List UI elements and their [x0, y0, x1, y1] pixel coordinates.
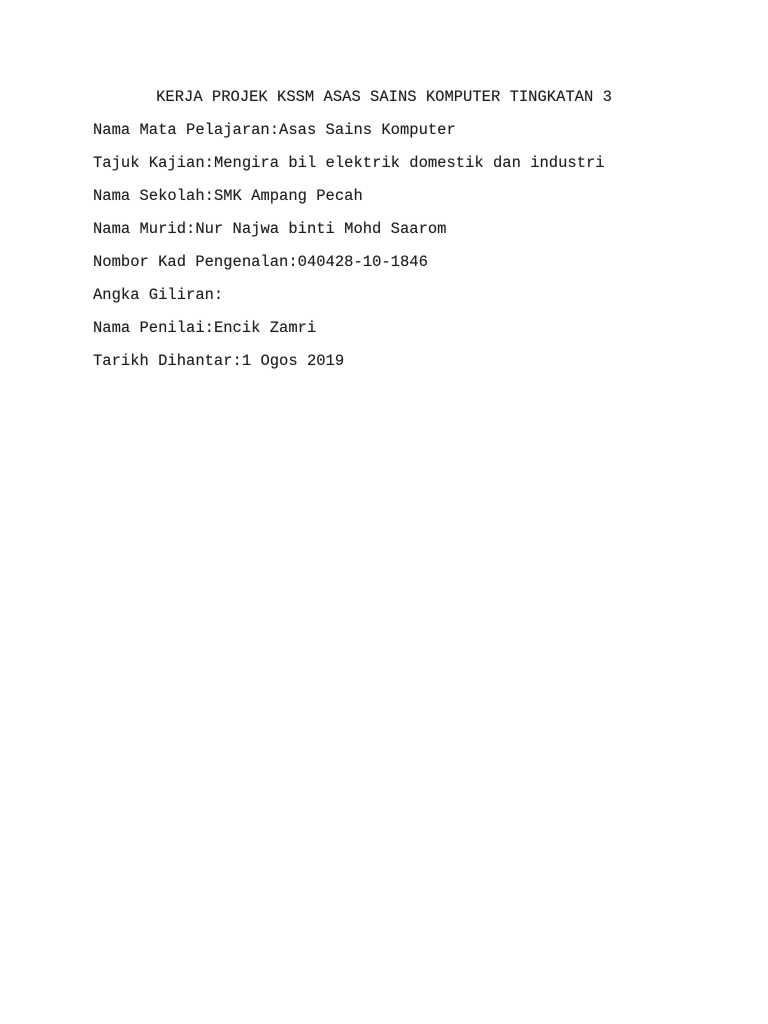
field-separator: : [204, 319, 214, 337]
field-value: 1 Ogos 2019 [241, 352, 345, 370]
field-line-nama-mata-pelajaran [0, 114, 768, 147]
field-separator: : [269, 121, 280, 139]
field-value: 040428-10-1846 [297, 253, 428, 271]
field-line-tarikh-dihantar [0, 345, 768, 378]
document-content [0, 0, 768, 378]
field-line-nombor-kad-pengenalan [0, 246, 768, 279]
field-label: Nama Mata Pelajaran [93, 121, 270, 139]
field-value: Asas Sains Komputer [279, 121, 456, 139]
field-line-nama-penilai [0, 312, 768, 345]
field-label: Nama Penilai [93, 319, 205, 337]
field-separator: : [186, 220, 196, 238]
field-value: Nur Najwa binti Mohd Saarom [195, 220, 447, 238]
field-separator: : [232, 352, 242, 370]
field-label: Angka Giliran [93, 286, 214, 304]
field-label: Nama Sekolah [93, 187, 205, 205]
field-separator: : [204, 154, 214, 172]
field-separator: : [213, 286, 224, 304]
document-title: KERJA PROJEK KSSM ASAS SAINS KOMPUTER TINGKATAN 3 [156, 88, 612, 106]
field-label: Nombor Kad Pengenalan [93, 253, 289, 271]
field-line-nama-murid [0, 213, 768, 246]
field-line-tajuk-kajian [0, 147, 768, 180]
field-line-angka-giliran [0, 279, 768, 312]
field-line-nama-sekolah [0, 180, 768, 213]
field-separator: : [288, 253, 298, 271]
field-value: Mengira bil elektrik domestik dan industri [213, 154, 605, 172]
field-separator: : [204, 187, 214, 205]
field-value: SMK Ampang Pecah [213, 187, 363, 205]
field-label: Nama Murid [93, 220, 187, 238]
field-label: Tajuk Kajian [93, 154, 205, 172]
field-label: Tarikh Dihantar [93, 352, 233, 370]
field-value: Encik Zamri [213, 319, 317, 337]
